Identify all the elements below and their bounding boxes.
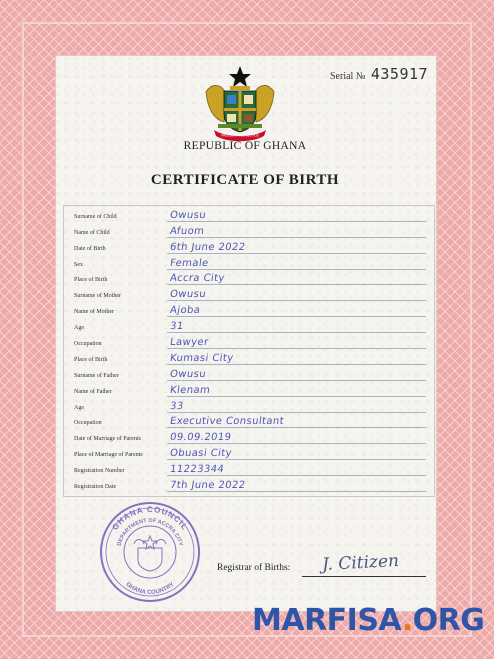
country-heading: REPUBLIC OF GHANA (183, 140, 307, 152)
record-row (64, 476, 434, 492)
stamp-emblem (134, 536, 166, 571)
stamp-inner-text: DEPARTMENT OF ACCRA CITY (116, 517, 184, 547)
record-row (64, 460, 434, 476)
record-value: Executive Consultant (169, 416, 285, 428)
record-value: Kumasi City (169, 352, 235, 364)
record-value: 31 (169, 321, 185, 333)
record-row (64, 317, 434, 333)
stamp-bottom-text: GHANA COUNTRY (124, 581, 176, 597)
record-label: Date of Marriage of Parents (74, 436, 141, 443)
serial-number (330, 65, 428, 83)
serial-label: Serial № (330, 71, 366, 82)
record-label: Registration Date (74, 484, 117, 491)
record-value: Obuasi City (169, 448, 233, 460)
record-label: Place of Birth (74, 356, 108, 363)
record-value: 33 (169, 400, 185, 412)
record-row (64, 349, 434, 365)
record-label: Occupation (74, 341, 102, 348)
record-value: 11223344 (169, 464, 225, 476)
record-value: 6th June 2022 (169, 241, 247, 253)
record-row (64, 301, 434, 317)
registrar-signature: J. Citizen (321, 550, 400, 576)
record-label: Surname of Mother (74, 293, 121, 300)
record-row (64, 238, 434, 254)
record-value: Owusu (169, 368, 207, 380)
record-value: Female (169, 257, 210, 269)
record-value: Owusu (169, 289, 207, 301)
watermark-part2: ORG (412, 603, 485, 638)
record-label: Date of Birth (74, 245, 106, 252)
record-row (64, 428, 434, 444)
watermark-part1: MARFISA (252, 603, 402, 638)
coat-of-arms-icon (200, 64, 280, 142)
record-row (64, 270, 434, 286)
signature-line (302, 576, 426, 577)
record-label: Place of Marriage of Parents (74, 452, 143, 459)
record-label: Age (74, 404, 84, 411)
serial-value: 435917 (370, 65, 429, 83)
coat-of-arms-motto: FREEDOM AND JUSTICE (221, 133, 259, 138)
record-row (64, 333, 434, 349)
certificate-title: CERTIFICATE OF BIRTH (150, 172, 340, 188)
record-value: Owusu (169, 209, 207, 221)
stamp-outer-text: GHANA COUNCIL (110, 504, 190, 532)
record-label: Surname of Child (74, 213, 117, 220)
record-row (64, 444, 434, 460)
record-label: Registration Number (74, 468, 125, 475)
record-label: Name of Father (74, 388, 112, 395)
watermark-logo (252, 603, 484, 638)
record-value: Klenam (169, 384, 211, 396)
record-row (64, 413, 434, 429)
record-label: Sex (74, 261, 83, 268)
svg-text:GHANA COUNTRY (125, 582, 176, 596)
record-row (64, 365, 434, 381)
record-value: Lawyer (169, 337, 210, 349)
record-label: Age (74, 325, 84, 332)
record-row (64, 285, 434, 301)
record-value: Ajoba (169, 305, 201, 317)
record-label: Name of Mother (74, 309, 114, 316)
record-label: Surname of Father (74, 372, 119, 379)
record-value: Accra City (169, 273, 226, 285)
record-label: Name of Child (74, 229, 110, 236)
record-value: 7th June 2022 (169, 480, 247, 492)
watermark-dot: . (401, 603, 413, 638)
record-label: Occupation (74, 420, 102, 427)
record-label: Place of Birth (74, 277, 108, 284)
record-row (64, 381, 434, 397)
record-row (64, 254, 434, 270)
record-row (64, 397, 434, 413)
record-value: Afuom (169, 225, 205, 237)
record-value: 09.09.2019 (169, 432, 233, 444)
svg-text:DEPARTMENT OF ACCRA CITY (117, 518, 184, 547)
record-row (64, 222, 434, 238)
official-stamp-icon (98, 500, 202, 604)
record-line (167, 491, 426, 492)
records-table (63, 205, 435, 497)
record-row (64, 206, 434, 222)
registrar-label: Registrar of Births: (217, 563, 291, 573)
